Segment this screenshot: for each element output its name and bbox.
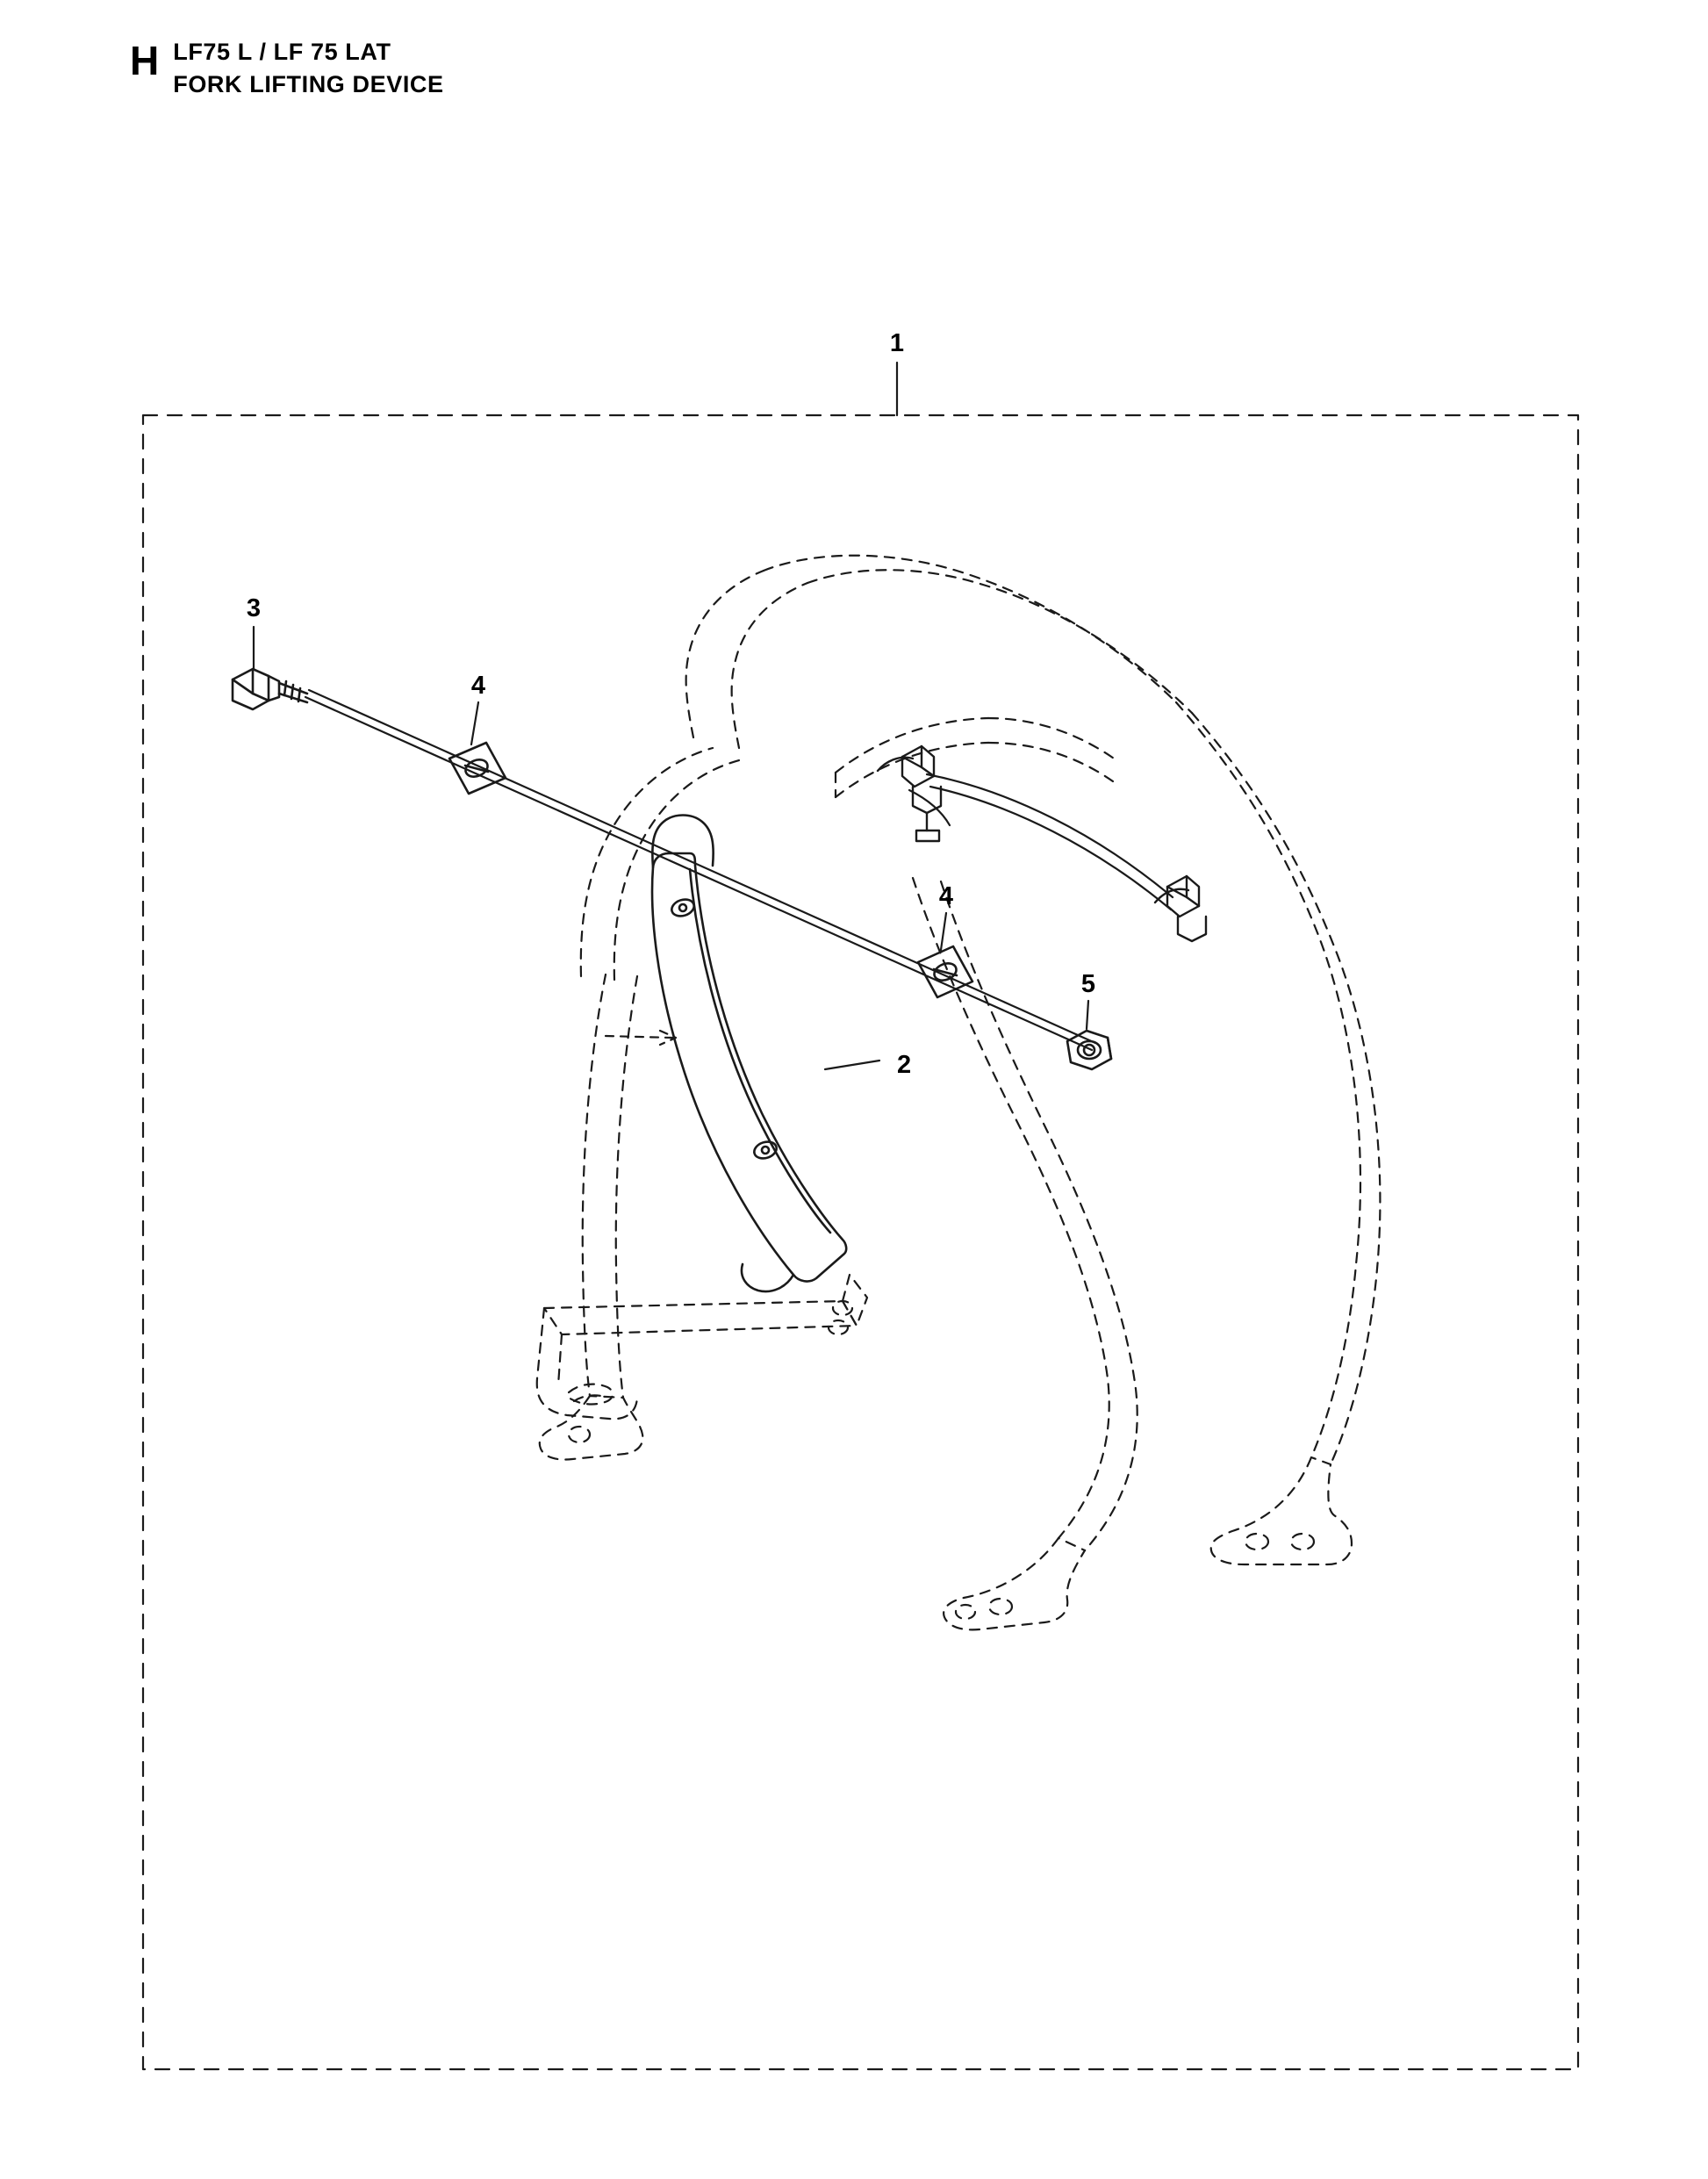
callout-1: 1 xyxy=(889,329,905,357)
ghost-handlebar-frame xyxy=(537,556,1381,1630)
callout-2: 2 xyxy=(897,1051,912,1079)
page-title: FORK LIFTING DEVICE xyxy=(173,70,444,97)
cable-clamp-upper xyxy=(878,746,941,841)
callout-3: 3 xyxy=(246,594,262,622)
assembly-enclosure xyxy=(143,415,1578,2069)
hex-head-bolt xyxy=(233,669,307,709)
hex-nut xyxy=(1067,1031,1111,1069)
section-letter: H xyxy=(130,38,160,83)
cable-clamp-lower xyxy=(1155,876,1206,941)
leader-line-4-upper xyxy=(471,702,478,744)
square-clamp-bracket-upper xyxy=(449,743,506,794)
ghost-pointer xyxy=(606,1031,676,1045)
callout-4-upper: 4 xyxy=(470,672,486,700)
square-clamp-bracket-lower xyxy=(918,946,972,997)
leader-line-5 xyxy=(1087,1001,1088,1029)
model-name: LF75 L / LF 75 LAT xyxy=(173,39,391,65)
callout-4-lower: 4 xyxy=(938,882,954,910)
leader-line-4-lower xyxy=(941,913,946,950)
leader-line-2 xyxy=(825,1061,879,1069)
tie-rod xyxy=(305,690,1095,1050)
callout-5: 5 xyxy=(1080,970,1096,998)
